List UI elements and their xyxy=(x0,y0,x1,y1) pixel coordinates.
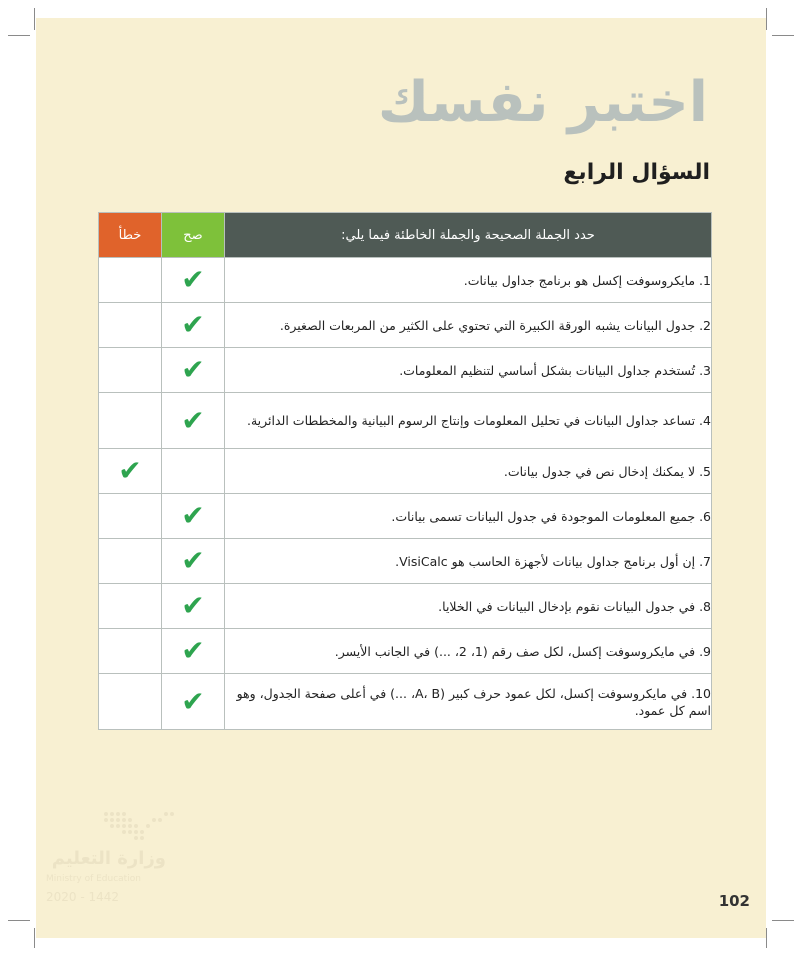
false-cell[interactable] xyxy=(99,584,162,629)
table-header-row xyxy=(99,213,712,258)
table-row xyxy=(99,629,712,674)
check-icon: ✔ xyxy=(181,684,205,718)
crop-mark xyxy=(8,920,30,921)
statement-text: 1. مايكروسوفت إكسل هو برنامج جداول بيانات. xyxy=(225,258,712,303)
crop-mark xyxy=(34,928,35,948)
crop-mark xyxy=(772,35,794,36)
check-icon: ✔ xyxy=(181,353,205,386)
statement-text: 7. إن أول برنامج جداول بيانات لأجهزة الحاسب هو VisiCalc. xyxy=(225,539,712,584)
true-cell[interactable] xyxy=(162,584,225,629)
false-cell[interactable] xyxy=(99,674,162,730)
watermark-arabic: وزارة التعليم xyxy=(51,848,166,869)
statement-text: 9. في مايكروسوفت إكسل، لكل صف رقم (1، 2، ...) في الجانب الأيسر. xyxy=(225,629,712,674)
crop-mark xyxy=(766,8,767,30)
table-row xyxy=(99,584,712,629)
true-cell[interactable] xyxy=(162,449,225,494)
true-cell[interactable] xyxy=(162,494,225,539)
true-cell[interactable] xyxy=(162,348,225,393)
true-cell[interactable] xyxy=(162,629,225,674)
table-row xyxy=(99,303,712,348)
false-cell[interactable] xyxy=(99,629,162,674)
crop-mark xyxy=(772,920,794,921)
table-row xyxy=(99,348,712,393)
false-cell[interactable] xyxy=(99,539,162,584)
crop-mark xyxy=(766,928,767,948)
watermark-english: Ministry of Education xyxy=(46,874,141,884)
false-cell[interactable] xyxy=(99,449,162,494)
check-icon: ✔ xyxy=(181,263,205,296)
check-icon: ✔ xyxy=(181,499,205,532)
check-icon: ✔ xyxy=(181,544,205,577)
statement-text: 6. جميع المعلومات الموجودة في جدول البيانات تسمى بيانات. xyxy=(225,494,712,539)
true-cell[interactable] xyxy=(162,674,225,730)
page-title: اختبر نفسك xyxy=(377,70,708,135)
true-cell[interactable] xyxy=(162,258,225,303)
statement-text: 4. تساعد جداول البيانات في تحليل المعلومات وإنتاج الرسوم البيانية والمخططات الدائرية. xyxy=(225,393,712,449)
false-cell[interactable] xyxy=(99,348,162,393)
question-heading: السؤال الرابع xyxy=(563,160,710,185)
table-row xyxy=(99,393,712,449)
false-cell[interactable] xyxy=(99,258,162,303)
crop-mark xyxy=(34,8,35,30)
header-true: صح xyxy=(162,213,225,258)
statement-text: 2. جدول البيانات يشبه الورقة الكبيرة التي تحتوي على الكثير من المربعات الصغيرة. xyxy=(225,303,712,348)
ministry-watermark xyxy=(46,808,186,913)
table-row xyxy=(99,674,712,730)
watermark-year: 2020 - 1442 xyxy=(46,890,120,904)
ministry-logo-icon xyxy=(101,808,176,844)
check-icon: ✔ xyxy=(181,634,205,667)
header-false: خطأ xyxy=(99,213,162,258)
table-row xyxy=(99,494,712,539)
true-cell[interactable] xyxy=(162,303,225,348)
false-cell[interactable] xyxy=(99,393,162,449)
header-question: حدد الجملة الصحيحة والجملة الخاطئة فيما يلي: xyxy=(225,213,712,258)
true-cell[interactable] xyxy=(162,539,225,584)
statement-text: 3. تُستخدم جداول البيانات بشكل أساسي لتنظيم المعلومات. xyxy=(225,348,712,393)
false-cell[interactable] xyxy=(99,303,162,348)
true-cell[interactable] xyxy=(162,393,225,449)
table-row xyxy=(99,449,712,494)
check-icon: ✔ xyxy=(181,308,205,341)
page-number: 102 xyxy=(718,892,750,910)
table-row xyxy=(99,539,712,584)
true-false-table xyxy=(98,212,712,730)
statement-text: 5. لا يمكنك إدخال نص في جدول بيانات. xyxy=(225,449,712,494)
crop-mark xyxy=(8,35,30,36)
false-cell[interactable] xyxy=(99,494,162,539)
check-icon: ✔ xyxy=(181,403,205,437)
check-icon: ✔ xyxy=(118,454,142,487)
statement-text: 8. في جدول البيانات نقوم بإدخال البيانات في الخلايا. xyxy=(225,584,712,629)
table-row xyxy=(99,258,712,303)
check-icon: ✔ xyxy=(181,589,205,622)
statement-text: 10. في مايكروسوفت إكسل، لكل عمود حرف كبير (A، B، ...) في أعلى صفحة الجدول، وهو اسم كل عمود. xyxy=(225,674,712,730)
